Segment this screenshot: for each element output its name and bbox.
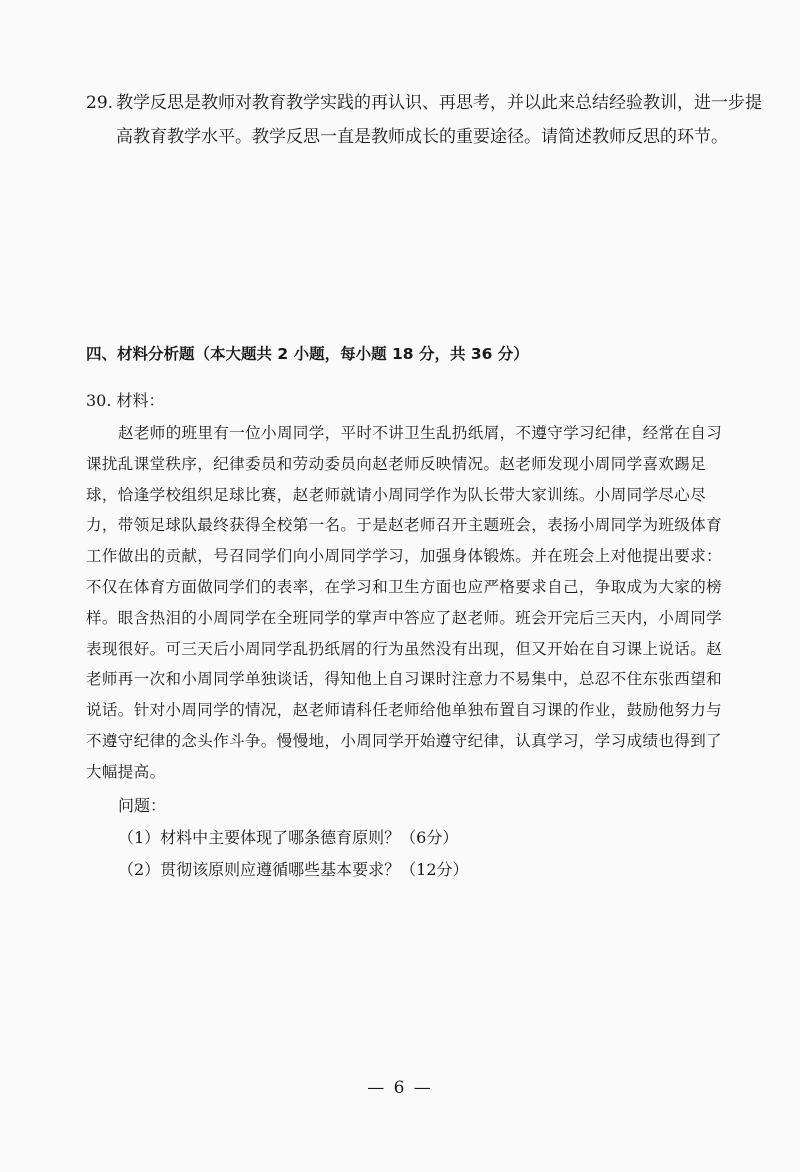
material-line: 不遵守纪律的念头作斗争。慢慢地，小周同学开始遵守纪律，认真学习，学习成绩也得到了 [86,731,723,750]
material-line: 大幅提高。 [86,762,166,781]
page-number: — 6 — [367,1078,433,1098]
material-line: 样。眼含热泪的小周同学在全班同学的掌声中答应了赵老师。班会开完后三天内，小周同学 [86,608,723,627]
material-line: 课扰乱课堂秩序，纪律委员和劳动委员向赵老师反映情况。赵老师发现小周同学喜欢踢足 [86,454,707,473]
question-30-material [86,418,762,788]
question-29-line-1 [86,86,762,120]
material-line: 力，带领足球队最终获得全校第一名。于是赵老师召开主题班会，表扬小周同学为班级体育 [86,516,723,535]
question-30-part-1: （1）材料中主要体现了哪条德育原则？（6分） [118,828,459,847]
material-line: 老师再一次和小周同学单独谈话，得知他上自习课时注意力不易集中，总忍不住东张西望和 [86,670,723,689]
question-30-part-2: （2）贯彻该原则应遵循哪些基本要求？（12分） [118,860,469,879]
question-29-text-1: 教学反思是教师对教育教学实践的再认识、再思考，并以此来总结经验教训，进一步提 [116,93,762,113]
question-30-heading: 30. 材料： [86,391,165,410]
material-line: 赵老师的班里有一位小周同学，平时不讲卫生乱扔纸屑，不遵守学习纪律，经常在自习 [118,424,723,442]
material-line: 表现很好。可三天后小周同学乱扔纸屑的行为虽然没有出现，但又开始在自习课上说话。赵 [86,639,723,658]
section-title: 四、材料分析题（本大题共 2 小题，每小题 18 分，共 36 分） [86,345,529,363]
material-line: 不仅在体育方面做同学们的表率，在学习和卫生方面也应严格要求自己，争取成为大家的榜 [86,577,723,596]
question-29-line-2: 高教育教学水平。教学反思一直是教师成长的重要途径。请简述教师反思的环节。 [116,127,728,147]
question-29 [86,86,762,154]
question-30-prompts [118,790,469,886]
questions-label: 问题： [118,796,167,815]
material-line: 球，恰逢学校组织足球比赛，赵老师就请小周同学作为队长带大家训练。小周同学尽心尽 [86,485,707,504]
material-line: 说话。针对小周同学的情况，赵老师请科任老师给他单独布置自习课的作业，鼓励他努力与 [86,701,723,720]
material-line: 工作做出的贡献，号召同学们向小周同学学习，加强身体锻炼。并在班会上对他提出要求： [86,547,723,566]
question-29-number: 29. [86,93,114,113]
